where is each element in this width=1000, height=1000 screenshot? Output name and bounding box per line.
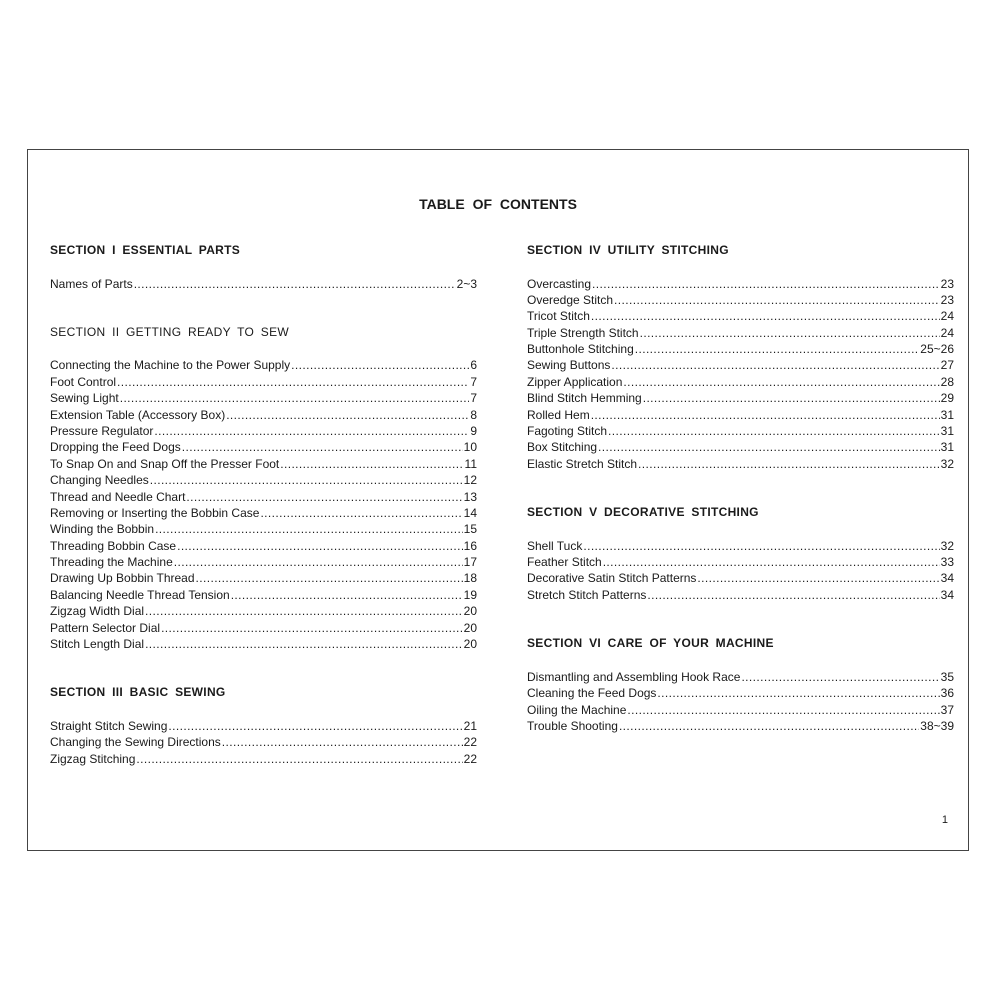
toc-entry <box>50 276 477 292</box>
toc-entry <box>527 390 954 406</box>
toc-entry <box>50 357 477 373</box>
toc-entry-title: Threading Bobbin Case <box>50 538 177 553</box>
toc-entry-title: Triple Strength Stitch <box>527 325 639 340</box>
toc-section <box>50 684 477 767</box>
toc-entry <box>527 456 954 472</box>
toc-entry-title: Box Stitching <box>527 440 598 455</box>
toc-entry <box>527 538 954 554</box>
dot-leader <box>623 374 939 390</box>
toc-left-column <box>50 242 477 799</box>
toc-entry-page: 18 <box>463 571 477 586</box>
toc-entry-page: 34 <box>940 587 954 602</box>
dot-leader <box>741 669 939 685</box>
toc-entry-title: Changing the Sewing Directions <box>50 735 221 750</box>
toc-entry <box>527 669 954 685</box>
toc-entry <box>50 570 477 586</box>
toc-entry-page: 9 <box>470 423 477 438</box>
toc-entry <box>527 341 954 357</box>
toc-entry <box>50 374 477 390</box>
dot-leader <box>291 357 469 373</box>
dot-leader <box>592 276 940 292</box>
dot-leader <box>627 702 939 718</box>
toc-entry-page: 28 <box>940 374 954 389</box>
toc-entry-title: Changing Needles <box>50 473 149 488</box>
dot-leader <box>161 620 463 636</box>
toc-entry-page: 29 <box>940 391 954 406</box>
toc-section <box>50 324 477 653</box>
toc-entry-page: 27 <box>940 358 954 373</box>
toc-entry <box>50 407 477 423</box>
toc-entry-page: 16 <box>463 538 477 553</box>
toc-right-column <box>527 242 954 766</box>
toc-entry-page: 37 <box>940 702 954 717</box>
toc-entry-title: Rolled Hem <box>527 407 590 422</box>
toc-entry-title: Cleaning the Feed Dogs <box>527 686 657 701</box>
toc-entry-page: 7 <box>470 391 477 406</box>
toc-entry <box>50 472 477 488</box>
section-heading: SECTION V DECORATIVE STITCHING <box>527 505 759 520</box>
dot-leader <box>177 538 463 554</box>
toc-entry-page: 7 <box>470 374 477 389</box>
toc-entry-title: Zipper Application <box>527 374 623 389</box>
toc-entry-page: 35 <box>940 669 954 684</box>
dot-leader <box>174 554 463 570</box>
section-heading: SECTION VI CARE OF YOUR MACHINE <box>527 636 774 651</box>
dot-leader <box>638 456 940 472</box>
toc-entry <box>527 308 954 324</box>
toc-entry-title: Dismantling and Assembling Hook Race <box>527 669 741 684</box>
toc-entry-title: Tricot Stitch <box>527 309 590 324</box>
toc-entry-page: 23 <box>940 276 954 291</box>
toc-entry-list <box>527 276 954 473</box>
toc-entry-page: 31 <box>940 440 954 455</box>
dot-leader <box>640 325 940 341</box>
toc-entry-page: 21 <box>463 718 477 733</box>
toc-entry-page: 32 <box>940 538 954 553</box>
toc-entry-title: Blind Stitch Hemming <box>527 391 642 406</box>
page-title: TABLE OF CONTENTS <box>419 196 577 212</box>
toc-entry-title: Elastic Stretch Stitch <box>527 456 638 471</box>
toc-entry-title: Balancing Needle Thread Tension <box>50 587 230 602</box>
toc-entry-title: To Snap On and Snap Off the Presser Foot <box>50 456 280 471</box>
section-heading: SECTION II GETTING READY TO SEW <box>50 324 289 339</box>
dot-leader <box>591 407 940 423</box>
toc-entry-page: 31 <box>940 424 954 439</box>
toc-section <box>50 242 477 292</box>
toc-entry-list <box>527 538 954 604</box>
toc-entry-page: 24 <box>940 325 954 340</box>
toc-entry-title: Feather Stitch <box>527 555 602 570</box>
toc-entry-title: Drawing Up Bobbin Thread <box>50 571 195 586</box>
toc-entry-page: 31 <box>940 407 954 422</box>
toc-entry-title: Foot Control <box>50 374 117 389</box>
toc-entry-title: Overedge Stitch <box>527 292 614 307</box>
toc-entry-page: 34 <box>940 571 954 586</box>
toc-entry <box>527 357 954 373</box>
toc-entry <box>527 374 954 390</box>
dot-leader <box>647 587 939 603</box>
toc-entry-title: Extension Table (Accessory Box) <box>50 407 226 422</box>
dot-leader <box>120 390 470 406</box>
toc-entry-title: Decorative Satin Stitch Patterns <box>527 571 697 586</box>
toc-entry <box>527 554 954 570</box>
dot-leader <box>182 439 463 455</box>
toc-entry <box>50 734 477 750</box>
dot-leader <box>280 456 463 472</box>
toc-entry <box>527 407 954 423</box>
toc-entry <box>527 702 954 718</box>
toc-entry-page: 13 <box>463 489 477 504</box>
toc-entry-page: 6 <box>470 358 477 373</box>
toc-entry <box>527 325 954 341</box>
toc-entry <box>50 521 477 537</box>
toc-entry-title: Connecting the Machine to the Power Supply <box>50 358 291 373</box>
toc-entry <box>50 489 477 505</box>
toc-entry-page: 11 <box>464 456 477 471</box>
dot-leader <box>611 357 939 373</box>
toc-entry <box>50 538 477 554</box>
toc-entry-list <box>50 718 477 767</box>
dot-leader <box>603 554 940 570</box>
dot-leader <box>583 538 939 554</box>
dot-leader <box>134 276 456 292</box>
toc-entry-title: Threading the Machine <box>50 555 173 570</box>
toc-entry-title: Shell Tuck <box>527 538 583 553</box>
toc-entry <box>527 685 954 701</box>
toc-entry-page: 20 <box>463 620 477 635</box>
dot-leader <box>697 570 939 586</box>
toc-entry-title: Pattern Selector Dial <box>50 620 161 635</box>
toc-entry-page: 22 <box>463 751 477 766</box>
toc-entry-title: Zigzag Stitching <box>50 751 136 766</box>
dot-leader <box>145 636 463 652</box>
toc-entry <box>527 718 954 734</box>
toc-entry <box>50 636 477 652</box>
dot-leader <box>117 374 469 390</box>
dot-leader <box>614 292 940 308</box>
toc-entry <box>50 554 477 570</box>
toc-entry <box>527 570 954 586</box>
toc-entry <box>527 276 954 292</box>
toc-entry <box>50 751 477 767</box>
toc-entry-page: 12 <box>463 473 477 488</box>
toc-entry-page: 20 <box>463 604 477 619</box>
toc-entry-page: 22 <box>463 735 477 750</box>
toc-entry-page: 14 <box>463 505 477 520</box>
dot-leader <box>154 423 469 439</box>
toc-entry-title: Names of Parts <box>50 276 133 291</box>
toc-entry-title: Fagoting Stitch <box>527 424 608 439</box>
toc-entry-page: 2~3 <box>456 276 477 291</box>
toc-entry-title: Dropping the Feed Dogs <box>50 440 181 455</box>
toc-entry-page: 20 <box>463 637 477 652</box>
toc-entry-page: 8 <box>470 407 477 422</box>
toc-entry <box>527 439 954 455</box>
toc-entry <box>50 505 477 521</box>
toc-entry <box>50 587 477 603</box>
toc-entry-page: 32 <box>940 456 954 471</box>
dot-leader <box>608 423 940 439</box>
dot-leader <box>155 521 463 537</box>
toc-entry-title: Pressure Regulator <box>50 423 154 438</box>
toc-entry-page: 24 <box>940 309 954 324</box>
toc-entry-title: Buttonhole Stitching <box>527 342 634 357</box>
dot-leader <box>226 407 469 423</box>
toc-entry-title: Overcasting <box>527 276 592 291</box>
section-heading: SECTION IV UTILITY STITCHING <box>527 243 729 257</box>
toc-entry-page: 10 <box>463 440 477 455</box>
toc-entry <box>527 292 954 308</box>
toc-entry <box>50 718 477 734</box>
toc-entry <box>50 456 477 472</box>
toc-entry-title: Sewing Light <box>50 391 119 406</box>
toc-entry-title: Stretch Stitch Patterns <box>527 587 647 602</box>
toc-entry <box>50 603 477 619</box>
dot-leader <box>619 718 919 734</box>
page-number: 1 <box>941 814 948 826</box>
toc-entry <box>50 620 477 636</box>
dot-leader <box>598 439 940 455</box>
toc-entry <box>50 439 477 455</box>
toc-entry <box>527 423 954 439</box>
toc-entry-page: 17 <box>463 555 477 570</box>
section-heading: SECTION I ESSENTIAL PARTS <box>50 243 241 257</box>
dot-leader <box>136 751 462 767</box>
toc-entry-list <box>50 276 477 292</box>
toc-entry-page: 23 <box>940 292 954 307</box>
toc-entry-title: Oiling the Machine <box>527 702 627 717</box>
dot-leader <box>196 570 463 586</box>
dot-leader <box>231 587 463 603</box>
dot-leader <box>186 489 462 505</box>
toc-section <box>527 242 954 472</box>
dot-leader <box>222 734 463 750</box>
section-heading: SECTION III BASIC SEWING <box>50 685 226 700</box>
toc-entry-page: 33 <box>940 555 954 570</box>
dot-leader <box>591 308 940 324</box>
toc-entry-title: Removing or Inserting the Bobbin Case <box>50 505 260 520</box>
dot-leader <box>168 718 462 734</box>
toc-section <box>527 504 954 603</box>
toc-entry-title: Thread and Needle Chart <box>50 489 186 504</box>
toc-entry-page: 38~39 <box>920 718 954 733</box>
toc-entry-page: 25~26 <box>920 342 954 357</box>
dot-leader <box>635 341 920 357</box>
toc-entry-page: 36 <box>940 686 954 701</box>
dot-leader <box>657 685 939 701</box>
toc-entry-page: 15 <box>463 522 477 537</box>
manual-page <box>27 149 969 851</box>
toc-entry <box>50 390 477 406</box>
toc-entry-page: 19 <box>463 587 477 602</box>
toc-entry-title: Stitch Length Dial <box>50 637 145 652</box>
toc-entry-title: Straight Stitch Sewing <box>50 718 168 733</box>
dot-leader <box>260 505 462 521</box>
toc-section <box>527 635 954 734</box>
toc-entry <box>50 423 477 439</box>
toc-entry-title: Winding the Bobbin <box>50 522 155 537</box>
toc-entry <box>527 587 954 603</box>
dot-leader <box>150 472 463 488</box>
toc-entry-title: Zigzag Width Dial <box>50 604 145 619</box>
toc-entry-title: Sewing Buttons <box>527 358 611 373</box>
toc-entry-title: Trouble Shooting <box>527 718 618 733</box>
toc-entry-list <box>527 669 954 735</box>
dot-leader <box>145 603 463 619</box>
toc-entry-list <box>50 357 477 652</box>
dot-leader <box>643 390 940 406</box>
